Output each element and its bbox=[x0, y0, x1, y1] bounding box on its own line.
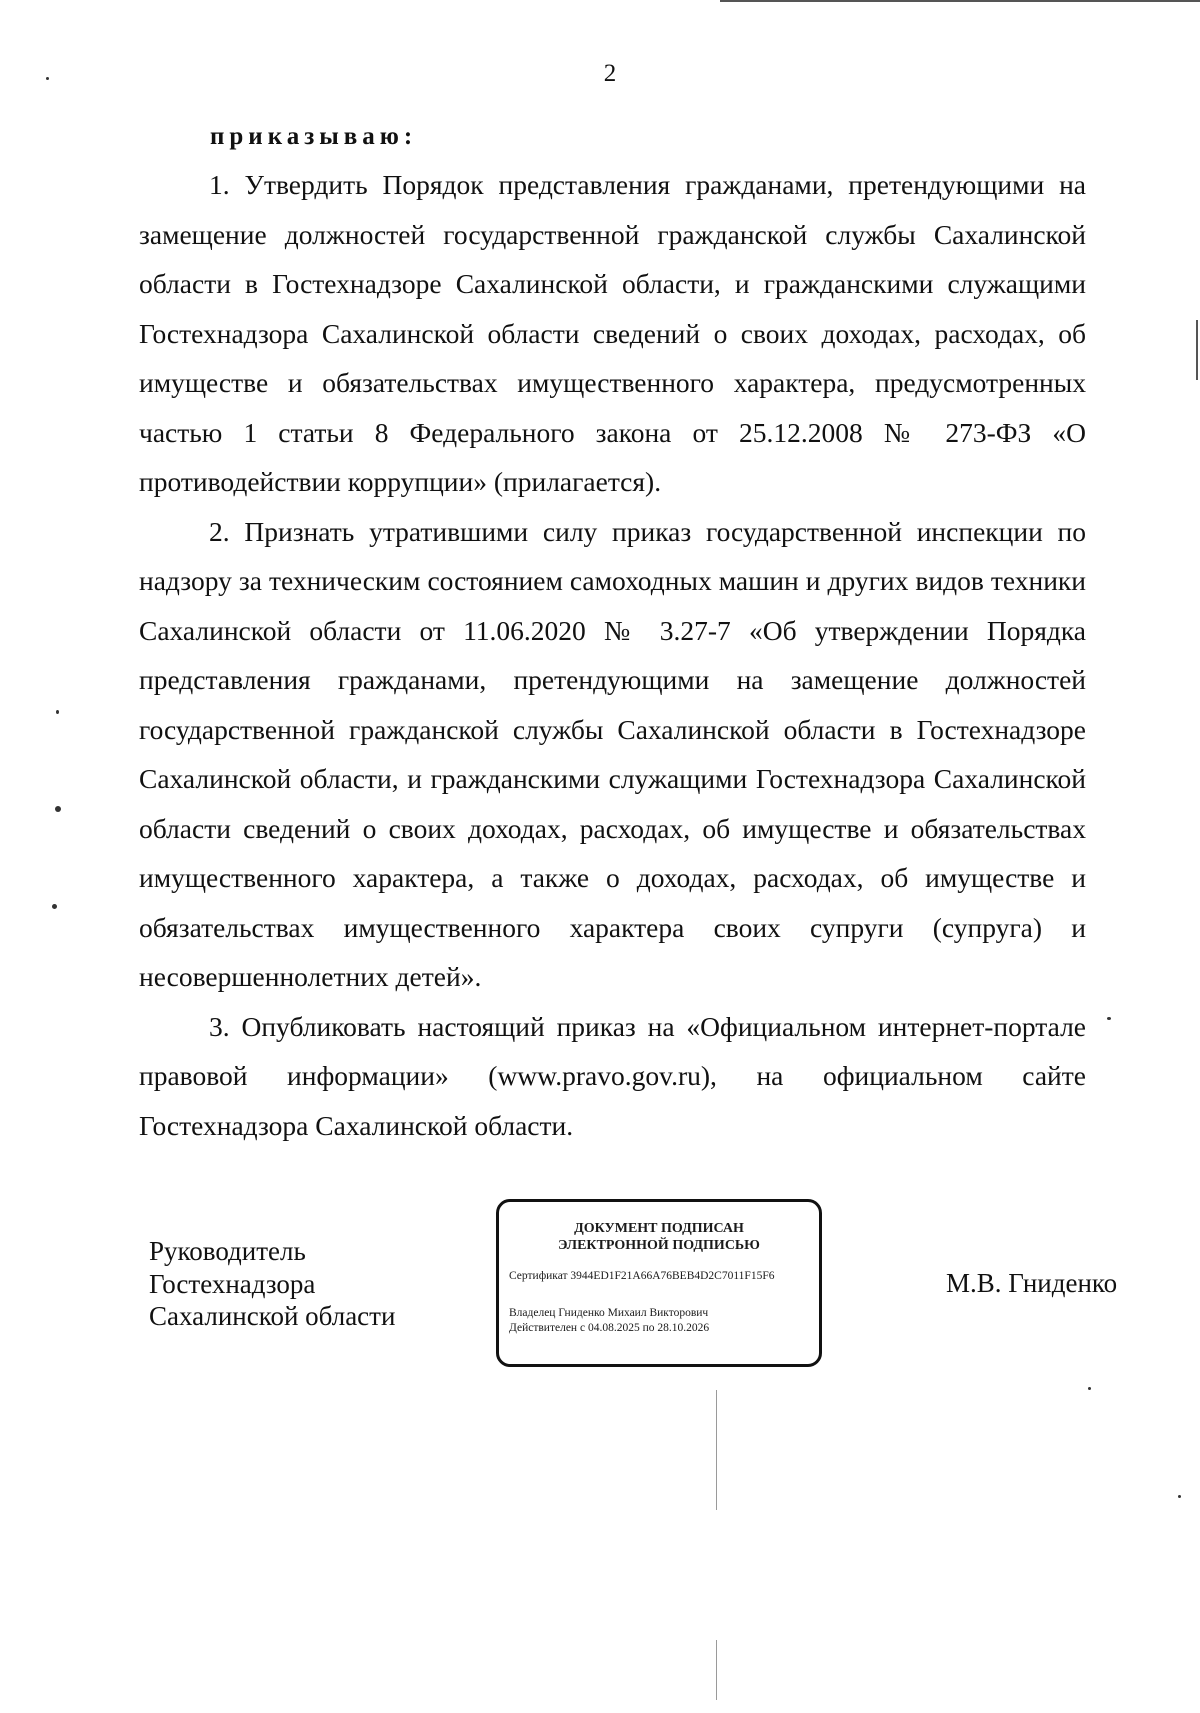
stamp-owner: Владелец Гниденко Михаил Викторович bbox=[509, 1307, 709, 1319]
signer-position-line-2: Гостехнадзора bbox=[149, 1268, 316, 1299]
stamp-owner-block bbox=[509, 1306, 819, 1336]
scan-artifact-speck bbox=[46, 77, 49, 80]
scan-artifact-speck bbox=[1107, 1017, 1111, 1020]
paragraph-1: 1. Утвердить Порядок представления гражданами, претендующими на замещение должностей государственной гражданской службы Сахалинской области в Гостехнадзоре Сахалинской области, и гражданскими служащими Гостехнадзора Сахалинской области сведений о своих доходах, расходах, об имуществе и обязательствах имущественного характера, предусмотренных частью 1 статьи 8 Федерального закона от 25.12.2008 № 273-ФЗ «О противодействии коррупции» (прилагается). bbox=[139, 169, 1086, 497]
scan-artifact-right-edge bbox=[1196, 320, 1198, 380]
signer-position-line-3: Сахалинской области bbox=[149, 1301, 396, 1331]
scan-artifact-speck bbox=[1088, 1387, 1091, 1390]
scan-artifact-speck bbox=[55, 806, 61, 812]
stamp-title-line-1: ДОКУМЕНТ ПОДПИСАН bbox=[574, 1221, 744, 1236]
signer-name: М.В. Гниденко bbox=[946, 1268, 1118, 1298]
stamp-title bbox=[499, 1220, 819, 1254]
signer-position bbox=[149, 1235, 395, 1333]
electronic-signature-stamp bbox=[496, 1199, 822, 1367]
order-body bbox=[139, 160, 1086, 1150]
stamp-validity: Действителен с 04.08.2025 по 28.10.2026 bbox=[509, 1322, 710, 1334]
scan-artifact-fold-line-lower bbox=[716, 1640, 717, 1700]
stamp-title-line-2: ЭЛЕКТРОННОЙ ПОДПИСЬЮ bbox=[558, 1238, 760, 1253]
scan-artifact-speck bbox=[1178, 1495, 1181, 1498]
page-number: 2 bbox=[603, 60, 617, 87]
order-heading: приказываю: bbox=[210, 123, 418, 150]
scan-artifact-speck bbox=[52, 904, 57, 909]
scan-artifact-fold-line bbox=[716, 1390, 717, 1510]
scan-artifact-top-line bbox=[720, 0, 1200, 2]
scan-artifact-speck bbox=[56, 710, 59, 714]
paragraph-2: 2. Признать утратившими силу приказ государственной инспекции по надзору за техническим состоянием самоходных машин и других видов техники Сахалинской области от 11.06.2020 № 3.27-7 «Об утверждении Порядка представления гражданами, претендующими на замещение должностей государственной гражданской службы Сахалинской области в Гостехнадзоре Сахалинской области, и гражданскими служащими Гостехнадзора Сахалинской области сведений о своих доходах, расходах, об имуществе и обязательствах имущественного характера, а также о доходах, расходах, об имуществе и обязательствах имущественного характера своих супруги (супруга) и несовершеннолетних детей». bbox=[139, 515, 1086, 992]
stamp-certificate: Сертификат 3944ED1F21A66A76BEB4D2C7011F15F6 bbox=[509, 1270, 775, 1282]
signer-position-line-1: Руководитель bbox=[149, 1236, 306, 1266]
paragraph-3: 3. Опубликовать настоящий приказ на «Официальном интернет-портале правовой информации» (www.pravo.gov.ru), на официальном сайте Гостехнадзора Сахалинской области. bbox=[139, 1010, 1086, 1141]
